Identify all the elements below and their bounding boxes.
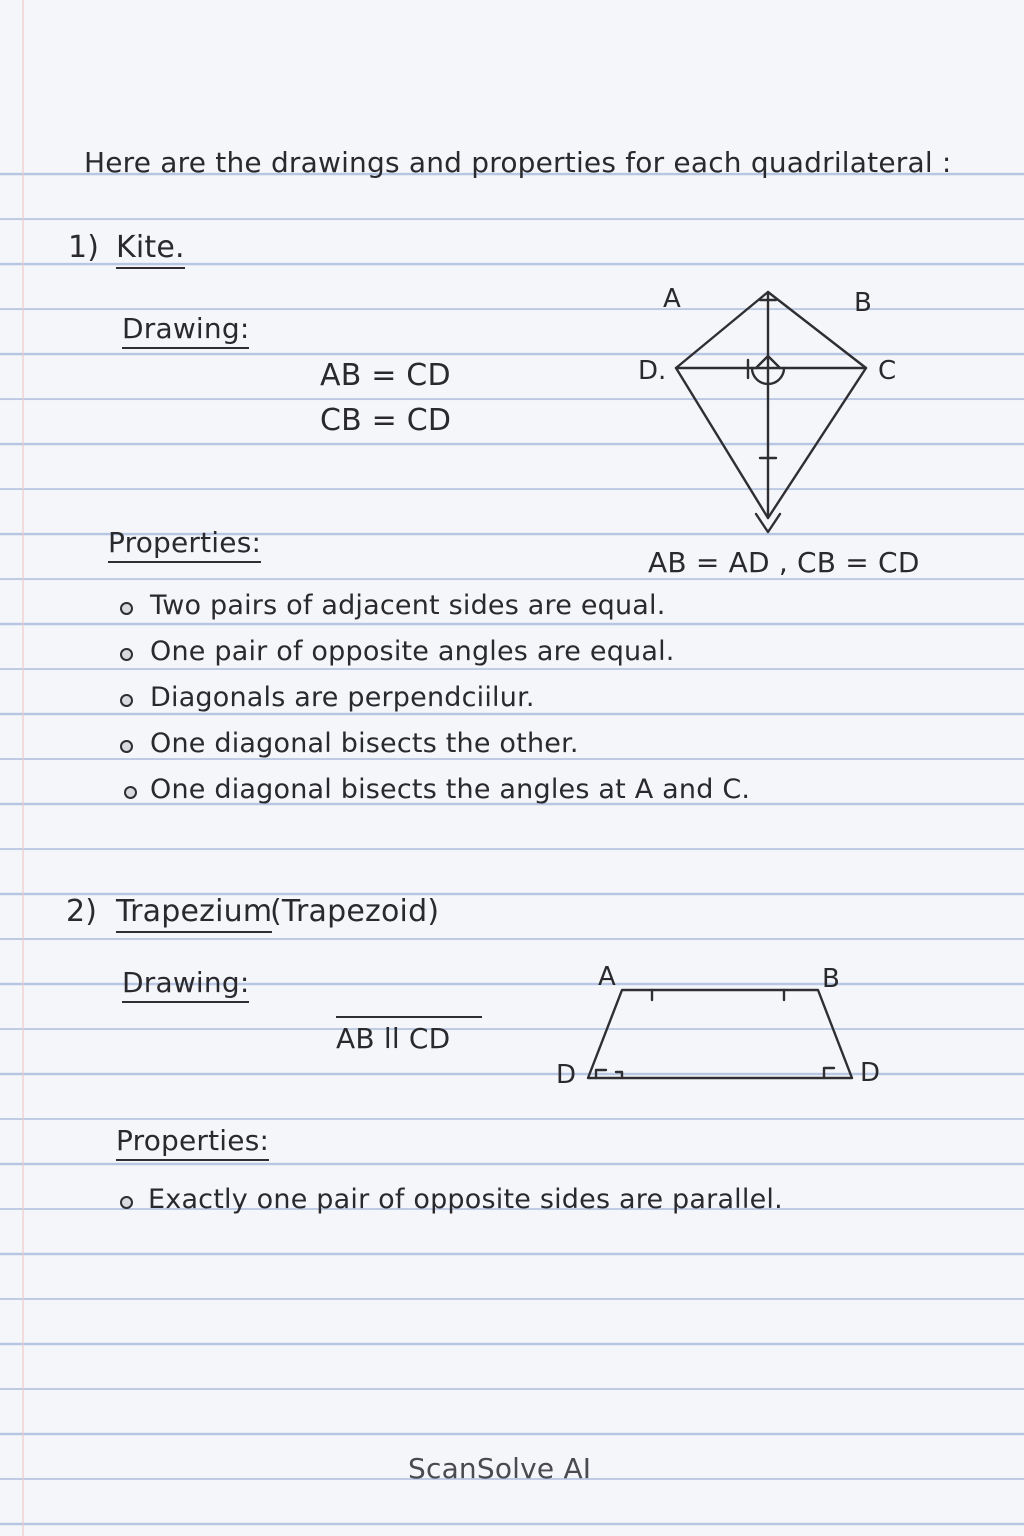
kite-label-c: C bbox=[878, 356, 897, 386]
trapezium-label-d-right: D bbox=[860, 1058, 881, 1088]
trapezium-label-a: A bbox=[598, 962, 616, 992]
bullet-icon bbox=[120, 1196, 133, 1209]
kite-drawing-label: Drawing: bbox=[122, 312, 249, 349]
kite-property-3: Diagonals are perpendciilur. bbox=[150, 682, 535, 713]
trapezium-label-d-left: D bbox=[556, 1060, 577, 1090]
kite-property-1: Two pairs of adjacent sides are equal. bbox=[150, 590, 666, 621]
trapezium-outline bbox=[588, 990, 852, 1078]
intro-text: Here are the drawings and properties for each quadrilateral : bbox=[84, 146, 952, 179]
kite-heading: Kite. bbox=[116, 230, 185, 269]
footer-brand: ScanSolve AI bbox=[408, 1452, 592, 1485]
kite-property-2: One pair of opposite angles are equal. bbox=[150, 636, 675, 667]
trapezium-heading-alt: (Trapezoid) bbox=[270, 894, 440, 929]
trapezium-properties-label: Properties: bbox=[116, 1124, 269, 1161]
kite-caption: AB = AD , CB = CD bbox=[648, 546, 920, 579]
trapezium-equation: AB ll CD bbox=[336, 1022, 451, 1055]
kite-label-a: A bbox=[663, 284, 681, 314]
trapezium-heading: Trapezium bbox=[116, 894, 272, 933]
trapezium-label-b: B bbox=[822, 964, 840, 994]
trapezium-drawing-label: Drawing: bbox=[122, 966, 249, 1003]
kite-property-5: One diagonal bisects the angles at A and C. bbox=[150, 774, 751, 805]
kite-label-b: B bbox=[854, 288, 872, 318]
kite-equation-1: AB = CD bbox=[320, 358, 451, 393]
kite-property-4: One diagonal bisects the other. bbox=[150, 728, 579, 759]
kite-heading-number: 1) bbox=[68, 230, 100, 265]
kite-properties-label: Properties: bbox=[108, 526, 261, 563]
kite-label-d: D. bbox=[638, 356, 667, 386]
trapezium-property-1: Exactly one pair of opposite sides are parallel. bbox=[148, 1184, 783, 1215]
trapezium-heading-number: 2) bbox=[66, 894, 98, 929]
kite-equation-2: CB = CD bbox=[320, 403, 452, 438]
